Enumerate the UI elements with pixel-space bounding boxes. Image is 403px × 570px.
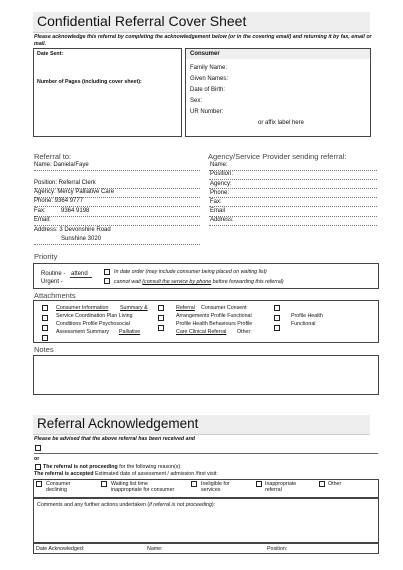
ack-received-checkbox[interactable] [35,445,41,451]
reasons-box [33,479,379,498]
ur-number-label: UR Number: [190,109,224,115]
referral-fax-label: Fax: [34,208,46,214]
attach-functional: Functional [291,321,316,327]
page-title: Confidential Referral Cover Sheet [37,13,247,29]
attach-consumer-consent: Consumer Consent [201,305,247,311]
attach-checkbox-10[interactable] [274,325,280,331]
accepted-bold: The referral is accepted [34,471,94,477]
urgent-label: Urgent - [41,279,63,285]
reason-checkbox-1[interactable] [36,481,42,487]
sending-position: Position: [210,171,234,177]
attach-checkbox-9[interactable] [274,315,280,321]
sending-address: Address: [210,217,234,223]
reason-checkbox-5[interactable] [319,481,325,487]
footer-name-label: Name: [147,546,163,552]
referral-agency: Agency: Mercy Palliative Care [34,189,115,195]
consumer-heading: Consumer [190,51,220,57]
reason-2-l1: Waiting list time [111,481,148,487]
attach-checkbox-6[interactable] [158,315,164,321]
sending-name: Name: [210,162,228,168]
date-acknowledged-label: Date Acknowledged: [36,546,85,552]
routine-description: In date order (may include consumer being placed on waiting list) [114,269,267,275]
attachments-heading: Attachments [34,291,76,300]
sending-phone: Phone: [210,190,230,196]
not-proceeding-line [43,464,182,471]
consumer-box [185,48,371,137]
attach-palliative: Palliative [119,329,141,335]
referral-name: Name: Daniela/Faye [34,162,89,168]
sending-agency: Agency: [210,181,232,187]
attach-other: Other: [237,329,252,335]
reason-1-l1: Consumer [46,481,71,487]
instructions: Please acknowledge this referral by completing the acknowledgement below (or in the covering email) and returning it by fax, email or mail. [34,34,372,47]
ack-title-band [33,415,370,435]
referral-position: Position: Referral Clerk [34,180,96,186]
referral-to-heading: Referral to: [34,152,72,161]
attach-conditions: Conditions Profile Psychosocial [56,321,130,327]
attach-checkbox-4[interactable] [42,335,48,341]
attach-consumer-info: Consumer Information [56,305,109,311]
attach-checkbox-2[interactable] [42,315,48,321]
affix-label: or affix label here [258,120,304,126]
priority-heading: Priority [34,252,58,261]
comments-label-end: ): [211,502,216,508]
routine-label: Routine - [41,271,66,277]
reason-3-l1: Ineligible for [201,481,230,487]
urgent-checkbox[interactable] [104,278,110,284]
reason-1-l2: declining [46,487,67,493]
urgent-text-3: before forwarding this referral) [212,279,284,285]
referral-email: Email: [34,217,51,223]
attach-arrangements: Arrangements Profile Functional [176,313,252,319]
given-names-label: Given Names: [190,76,229,82]
referral-phone: Phone: 9364 9777 [34,198,84,204]
sending-email: Email [210,208,226,214]
reason-2-l2: inappropriate for consumer [111,487,175,493]
attach-service-plan: Service Coordination Plan Living [56,313,133,319]
reason-5-l1: Other [328,481,342,487]
ack-title: Referral Acknowledgement [37,416,199,431]
routine-checkbox[interactable] [104,269,110,275]
not-proceeding-checkbox[interactable] [35,464,41,470]
urgent-text-2: (consult the service by phone [142,279,212,285]
attach-care-clinical: Care Clinical Referral [176,329,227,335]
ack-or: or [34,456,40,462]
reason-checkbox-2[interactable] [101,481,107,487]
sex-label: Sex: [190,98,203,104]
date-sent-box [33,48,182,137]
reason-3-l2: services [201,487,221,493]
reason-checkbox-4[interactable] [256,481,262,487]
reason-checkbox-3[interactable] [191,481,197,487]
pages-label: Number of Pages (including cover sheet): [37,79,142,85]
comments-label [37,502,215,509]
notes-heading: Notes [34,345,54,354]
referral-fax-value: 9364 9198 [61,208,90,214]
attach-checkbox-8[interactable] [274,305,280,311]
attach-summary: Summary & [120,305,148,311]
attach-checkbox-1[interactable] [42,305,48,311]
urgent-text-1: cannot wait [114,279,141,285]
sending-heading: Agency/Service Provider sending referral: [208,152,347,161]
attend-label: attend [71,271,88,277]
attach-checkbox-7[interactable] [158,325,164,331]
title-band [33,12,370,33]
comments-label-italic: if referral is not proceeding [149,502,212,508]
attach-checkbox-5[interactable] [158,305,164,311]
reason-4-l1: Inappropriate [265,481,297,487]
urgent-description [114,279,284,286]
ack-advised: Please be advised that the above referral has been received and [34,436,196,442]
not-proceeding-rest: for the following reason(s): [119,464,182,470]
referral-address: Address: 3 Devonshire Road [34,227,111,233]
notes-box[interactable] [33,355,379,395]
family-name-label: Family Name: [190,65,228,71]
attachments-box [33,300,379,343]
accepted-rest: Estimated date of assessment / admission /first visit: [94,471,218,477]
referral-address-2: Sunshine 3020 [61,236,102,242]
footer-box [33,543,379,554]
attach-health-behaviours: Profile Health Behaviours Profile [176,321,253,327]
sending-fax: Fax: [210,199,222,205]
not-proceeding-bold: The referral is not proceeding [43,464,118,470]
footer-position-label: Position: [267,546,288,552]
comments-label-start: Comments and any further actions undertaken ( [37,502,150,508]
attach-checkbox-3[interactable] [42,325,48,331]
priority-box [33,263,379,289]
reason-4-l2: referral [265,487,282,493]
comments-box[interactable] [33,498,379,543]
attach-referral: Referral [176,305,195,311]
attach-assessment: Assessment Summary [56,329,109,335]
attach-profile-health: Profile Health [291,313,323,319]
date-sent-label: Date Sent: [37,51,64,57]
dob-label: Date of Birth: [190,87,226,93]
accepted-line [34,471,218,478]
